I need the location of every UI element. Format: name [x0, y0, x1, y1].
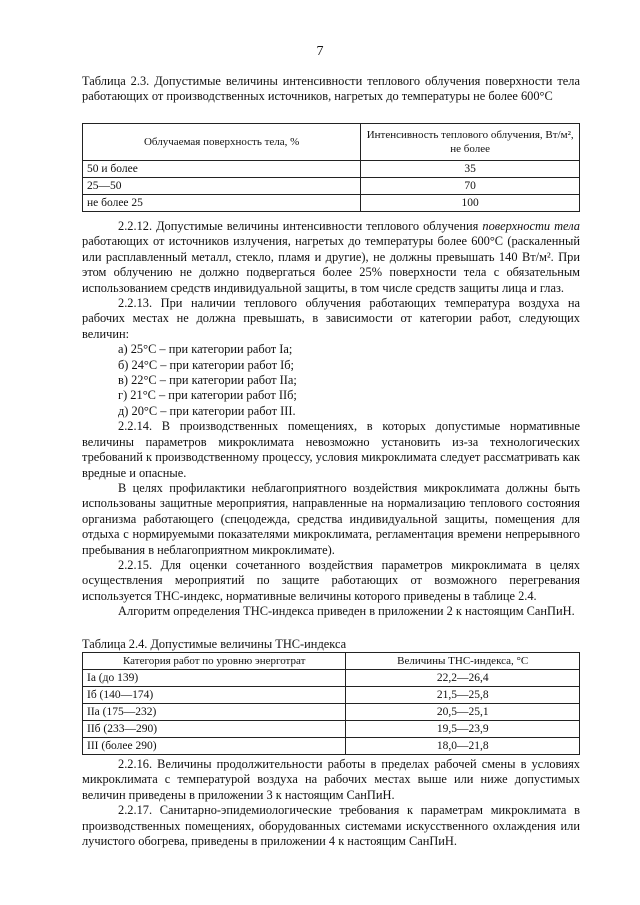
table-cell: 22,2—26,4	[346, 670, 580, 687]
table-row	[83, 195, 580, 212]
paragraph-2-2-13: 2.2.13. При наличии теплового облучения работающих температура воздуха на рабочих местах не должна превышать, в зависимости от категории работ, следующих величин:	[82, 296, 580, 341]
table-row	[83, 161, 580, 178]
page-number: 7	[316, 44, 324, 59]
table-header-row	[83, 653, 580, 670]
table-cell: 50 и более	[83, 161, 361, 178]
table-row	[83, 687, 580, 704]
table-cell: IIа (175—232)	[83, 704, 346, 721]
table-row	[83, 738, 580, 755]
table-cell: 21,5—25,8	[346, 687, 580, 704]
table-header-cell: Категория работ по уровню энерготрат	[83, 653, 346, 670]
paragraph-2-2-14-continued: В целях профилактики неблагоприятного воздействия микроклимата должны быть использованы защитные мероприятия, направленные на нормализацию теплового состояния организма работающего (спецодежда, средства индивидуальной защиты, помещения для отдыха с нормируемыми показателями микроклимата, регламентация времени непрерывного пребывания в неблагоприятном микроклимате).	[82, 480, 580, 557]
paragraph-2-2-12	[82, 219, 580, 296]
table-cell: Iа (до 139)	[83, 670, 346, 687]
list-item: а) 25°С – при категории работ Iа;	[118, 342, 293, 357]
table-header-cell: Величины ТНС-индекса, °С	[346, 653, 580, 670]
paragraph-text: 2.2.12. Допустимые величины интенсивности теплового облучения	[118, 219, 483, 233]
table-cell: не более 25	[83, 195, 361, 212]
table-cell: IIб (233—290)	[83, 721, 346, 738]
table-cell: 25—50	[83, 178, 361, 195]
table-cell: 18,0—21,8	[346, 738, 580, 755]
section-2-2-16-to-2-2-17	[82, 757, 580, 849]
table-2-4	[82, 652, 580, 755]
table-cell: 19,5—23,9	[346, 721, 580, 738]
table-row	[83, 721, 580, 738]
table-cell: 35	[361, 161, 580, 178]
paragraph-2-2-17: 2.2.17. Санитарно-эпидемиологические требования к параметрам микроклимата в производственных помещениях, оборудованных системами искусственного охлаждения или лучистого обогрева, приведены в приложении 4 к настоящим СанПиН.	[82, 803, 580, 849]
list-item: в) 22°С – при категории работ IIа;	[118, 373, 297, 388]
table-header-cell: Облучаемая поверхность тела, %	[83, 124, 361, 161]
paragraph-text: работающих от источников излучения, нагретых до температуры более 600°С (раскаленный или расплавленный металл, стекло, пламя и другие), не должны превышать 140 Вт/м². При этом облучению не должно подвергаться более 25% поверхности тела с обязательным использованием средств индивидуальной защиты, в том числе средств защиты лица и глаз.	[82, 234, 580, 295]
list-item: г) 21°С – при категории работ IIб;	[118, 388, 297, 403]
table-2-3	[82, 123, 580, 212]
section-2-2-12-to-2-2-15	[82, 219, 580, 620]
table-2-3-caption: Таблица 2.3. Допустимые величины интенсивности теплового облучения поверхности тела работающих от производственных источников, нагретых до температуры не более 600°С	[82, 74, 580, 104]
table-cell: 70	[361, 178, 580, 195]
paragraph-2-2-15-continued: Алгоритм определения ТНС-индекса приведен в приложении 2 к настоящим СанПиН.	[118, 604, 575, 619]
table-cell: 100	[361, 195, 580, 212]
paragraph-2-2-16: 2.2.16. Величины продолжительности работы в пределах рабочей смены в условиях микроклимата с температурой воздуха на рабочих местах выше или ниже допустимых величин приведены в приложении 3 к настоящим СанПиН.	[82, 757, 580, 802]
table-header-cell: Интенсивность теплового облучения, Вт/м², не более	[361, 124, 580, 161]
table-header-row	[83, 124, 580, 161]
emphasis-text: поверхности тела	[482, 219, 581, 233]
table-cell: III (более 290)	[83, 738, 346, 755]
paragraph-2-2-14: 2.2.14. В производственных помещениях, в которых допустимые нормативные величины параметров микроклимата невозможно установить из-за технологических требований к производственному процессу, условия микроклимата следует рассматривать как вредные и опасные.	[82, 419, 580, 480]
paragraph-2-2-15: 2.2.15. Для оценки сочетанного воздействия параметров микроклимата в целях осуществления мероприятий по защите работающих от возможного перегревания используется ТНС-индекс, нормативные величины которого приведены в таблице 2.4.	[82, 557, 580, 603]
list-item: д) 20°С – при категории работ III.	[118, 403, 296, 418]
table-cell: Iб (140—174)	[83, 687, 346, 704]
table-cell: 20,5—25,1	[346, 704, 580, 721]
table-row	[83, 670, 580, 687]
list-item: б) 24°С – при категории работ Iб;	[118, 357, 294, 372]
table-row	[83, 178, 580, 195]
table-row	[83, 704, 580, 721]
table-2-4-caption: Таблица 2.4. Допустимые величины ТНС-индекса	[82, 637, 347, 651]
